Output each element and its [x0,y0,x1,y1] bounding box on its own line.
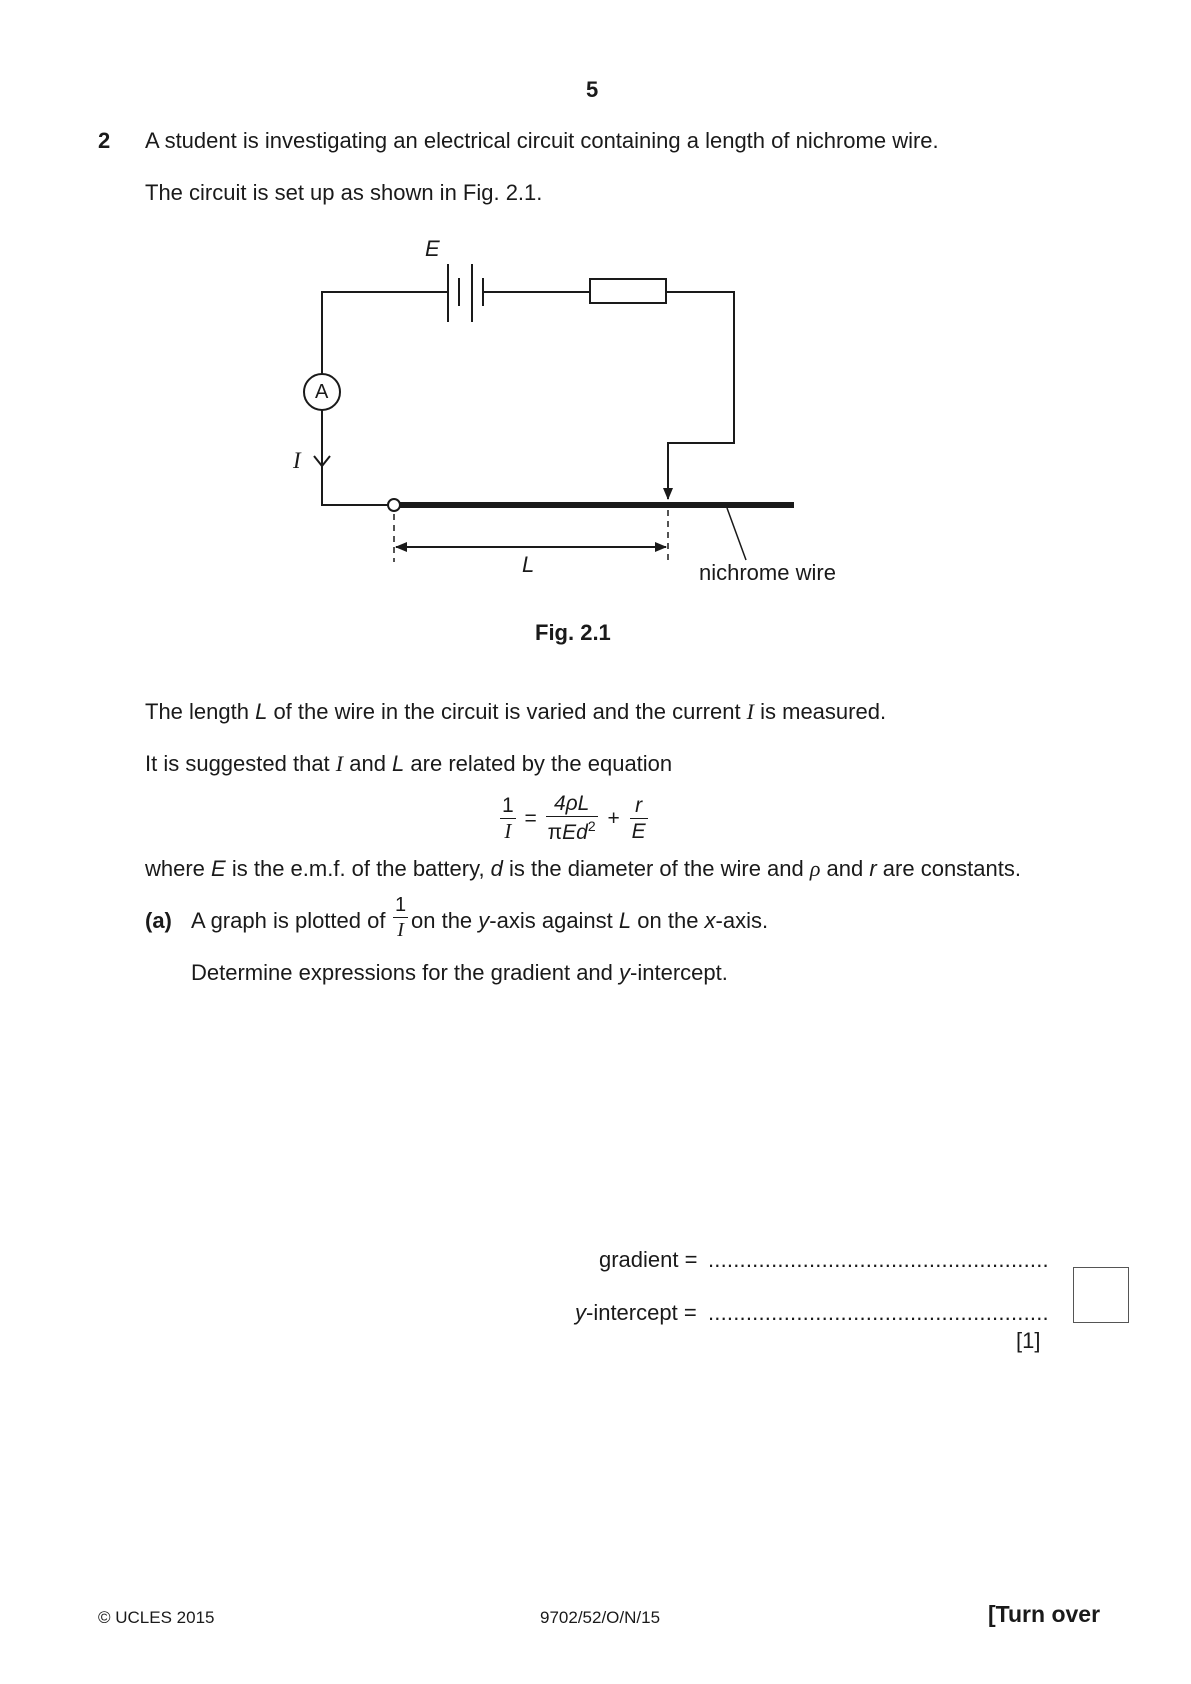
ammeter-label: A [315,381,329,403]
equation-lhs: $\frac{1}{I}$ [502,793,514,843]
part-a-instruction: Determine expressions for the gradient and y-intercept. [191,960,728,985]
resistor [590,279,666,303]
part-a-label: (a) [145,908,172,933]
y-intercept-label: y-intercept = [575,1300,697,1325]
part-a-fraction: $\frac{1}{I}$ [395,894,407,941]
wire-label-leader [727,508,746,560]
part-a-text-after: on the y-axis against L on the x-axis. [411,908,769,933]
part-a-text-before: A graph is plotted of [191,908,386,933]
question-number: 2 [98,128,111,153]
suggest-sentence: It is suggested that I and L are related by the equation [145,751,673,776]
footer-turn-over: [Turn over [988,1601,1101,1627]
equation: $\frac{1}{I}$ = $\frac{4\rho L}{\pi Ed^2}$ + $\frac{r}{E}$ [502,792,646,844]
wire-label: nichrome wire [699,560,836,585]
current-label: I [293,448,301,473]
circuit-diagram [0,0,1191,700]
page-number: 5 [586,77,599,102]
wire-right [666,292,734,492]
length-sentence: The length L of the wire in the circuit is varied and the current I is measured. [145,699,887,724]
wire-left-bottom [322,410,392,505]
emf-label: E [425,236,440,261]
y-intercept-answer-line[interactable]: ...................................................... [708,1300,1049,1325]
equation-term2: $\frac{r}{E}$ [631,793,646,843]
wire-end-terminal [388,499,400,511]
gradient-answer-line[interactable]: ...................................................... [708,1247,1049,1272]
gradient-label: gradient = [599,1247,698,1272]
length-label: L [522,552,535,577]
question-setup: The circuit is set up as shown in Fig. 2.1. [145,180,543,205]
figure-caption: Fig. 2.1 [535,620,611,645]
wire-left-top [322,292,448,398]
where-sentence: where E is the e.m.f. of the battery, d is the diameter of the wire and ρ and r are constants. [145,856,1021,881]
examiner-mark-box [1073,1267,1129,1323]
footer-copyright: © UCLES 2015 [98,1608,215,1627]
marks-label: [1] [1016,1328,1041,1353]
footer-code: 9702/52/O/N/15 [540,1608,661,1627]
equation-term1: $\frac{4\rho L}{\pi Ed^2}$ [547,792,596,844]
question-intro: A student is investigating an electrical circuit containing a length of nichrome wire. [145,128,939,153]
